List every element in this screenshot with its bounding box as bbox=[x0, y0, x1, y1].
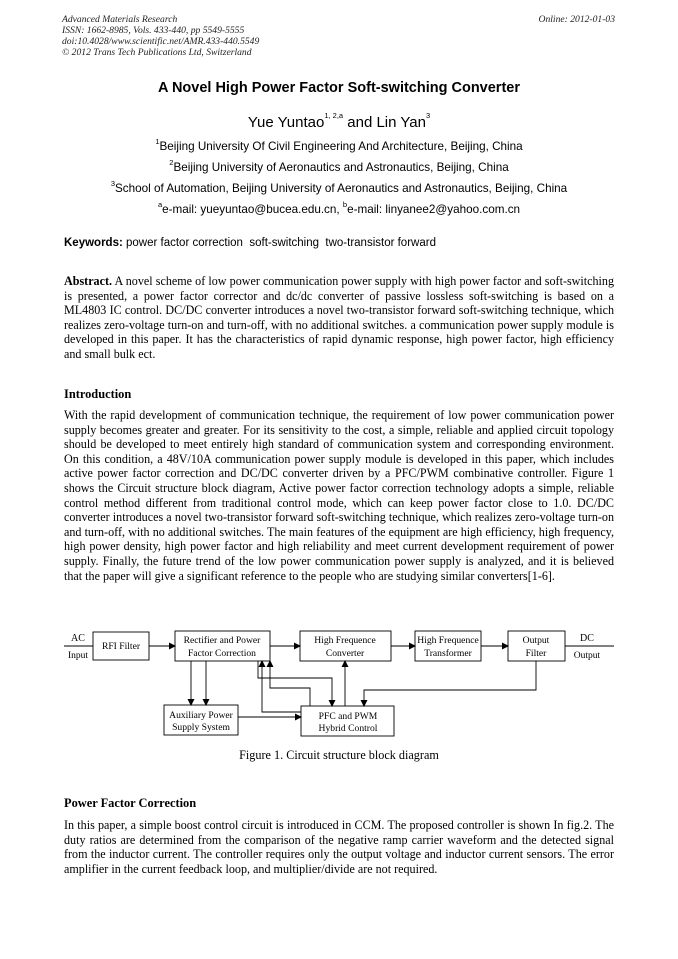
ac-label: AC bbox=[71, 633, 85, 644]
affiliation-3-text: School of Automation, Beijing University of Aeronautics and Astronautics, Beijing, China bbox=[115, 182, 568, 195]
affiliation-3-sup: 3 bbox=[110, 179, 115, 188]
hf-transformer-label-2: Transformer bbox=[424, 648, 472, 659]
figure-1-caption: Figure 1. Circuit structure block diagram bbox=[239, 748, 439, 762]
author-2-name: Lin Yan bbox=[376, 114, 426, 131]
dc-label: DC bbox=[580, 633, 594, 644]
author-2-sup: 3 bbox=[425, 111, 431, 120]
affiliation-1-text: Beijing University Of Civil Engineering And Architecture, Beijing, China bbox=[159, 140, 523, 153]
running-header bbox=[62, 14, 259, 58]
output-label: Output bbox=[573, 651, 601, 661]
control-to-rectifier-arrow bbox=[262, 661, 301, 712]
output-filter-label-2: Filter bbox=[525, 648, 547, 659]
rectifier-sense-to-control-arrow bbox=[258, 661, 332, 706]
pfc-pwm-label-1: PFC and PWM bbox=[318, 711, 378, 722]
pfc-heading: Power Factor Correction bbox=[64, 796, 197, 810]
affiliation-1-sup: 1 bbox=[155, 137, 160, 146]
abstract-label: Abstract. bbox=[64, 274, 113, 288]
introduction-text: With the rapid development of communication technique, the requirement of low power communication power supply becomes greater and greater. For its sensitivity to the cost, a simple, reliable and applied circuit topology should be developed to meet entirely high standard of communication system and corresponding environment. On this condition, a 48V/10A communication power supply module is developed in this paper, which includes active power factor correction and DC/DC converter driven by a PFC/PWM combinative controller. Figure 1 shows the Circuit structure block diagram, Active power factor correction technology adopts a simple, reliable control method different from traditional control mode, which can keep power factor close to 1.0. DC/DC converter introduces a novel two-transistor forward soft-switching technique, which realizes zero-voltage turn-on and turn-off, with no additional switches. The main features of the equipment are high efficiency, high frequency, high power density, high power factor and high reliability and meet current development requirement of power supply. Finally, the future trend of the low power communication power supply is analyzed, and it is believed that the paper will give a significant reference to the people who are studying similar converters[1-6]. bbox=[64, 408, 614, 583]
rectifier-label-1: Rectifier and Power bbox=[183, 635, 261, 646]
author-and: and bbox=[343, 114, 377, 131]
aux-power-label-1: Auxiliary Power bbox=[169, 710, 233, 721]
paper-title: A Novel High Power Factor Soft-switching Converter bbox=[157, 80, 520, 96]
journal-name: Advanced Materials Research bbox=[62, 14, 178, 25]
affiliation-2 bbox=[0, 158, 678, 174]
author-1-name: Yue Yuntao bbox=[247, 114, 325, 131]
hf-transformer-label-1: High Frequence bbox=[417, 635, 479, 646]
figure-1-block-diagram bbox=[64, 628, 614, 744]
input-label: Input bbox=[67, 651, 89, 661]
affiliation-2-text: Beijing University of Aeronautics and Astronautics, Beijing, China bbox=[173, 161, 509, 174]
copyright-line: © 2012 Trans Tech Publications Ltd, Switzerland bbox=[62, 47, 252, 58]
aux-power-label-2: Supply System bbox=[172, 722, 230, 733]
author-line bbox=[0, 111, 678, 131]
pfc-text: In this paper, a simple boost control circuit is introduced in CCM. The proposed controller is shown In fig.2. The duty ratios are determined from the comparison of the negative ramp carrier waveform and the detected signal from the inductor current. The controller requires only the output voltage and inductor current sensors. The error amplifier in the current feedback loop, and multiplier/divide are not required. bbox=[64, 818, 614, 876]
rectifier-label-2: Factor Correction bbox=[188, 648, 256, 659]
output-feedback-arrow bbox=[364, 661, 536, 706]
affiliation-2-sup: 2 bbox=[169, 158, 174, 167]
keywords-label: Keywords: bbox=[64, 237, 123, 249]
pfc-pwm-label-2: Hybrid Control bbox=[318, 723, 378, 734]
email-b-text: e-mail: linyanee2@yahoo.com.cn bbox=[347, 203, 521, 216]
doi-line: doi:10.4028/www.scientific.net/AMR.433-440.5549 bbox=[62, 36, 260, 47]
abstract-text: A novel scheme of low power communication power supply with high power factor and soft-switching is presented, a power factor corrector and dc/dc converter of passive lossless soft-switching is based on a ML4803 IC control. DC/DC converter introduces a novel two-transistor forward soft-switching technique, which realizes zero-voltage turn-on and turn-off, with no additional switches. a communication power supply module is developed in this paper. It has the characteristics of rapid dynamic response, high power factor, high efficiency and small bulk ect. bbox=[64, 274, 614, 361]
email-line bbox=[0, 200, 678, 216]
hf-converter-label-2: Converter bbox=[325, 648, 365, 659]
control-to-rectifier-arrow-2 bbox=[270, 661, 310, 706]
keywords-text: power factor correction soft-switching two-transistor forward bbox=[122, 237, 436, 249]
affiliation-3 bbox=[0, 179, 678, 195]
rfi-label: RFI Filter bbox=[101, 641, 141, 652]
hf-converter-label-1: High Frequence bbox=[314, 635, 376, 646]
author-1-sup: 1, 2,a bbox=[324, 111, 344, 120]
issn-line: ISSN: 1662-8985, Vols. 433-440, pp 5549-5555 bbox=[62, 25, 245, 36]
output-filter-label-1: Output bbox=[522, 635, 550, 646]
abstract bbox=[64, 274, 614, 362]
email-a-sup: a bbox=[157, 200, 163, 209]
email-a-text: e-mail: yueyuntao@bucea.edu.cn, bbox=[162, 203, 343, 216]
introduction-heading: Introduction bbox=[64, 387, 132, 401]
affiliation-1 bbox=[0, 137, 678, 153]
email-b-sup: b bbox=[342, 200, 348, 209]
online-date: Online: 2012-01-03 bbox=[538, 14, 615, 25]
keywords bbox=[64, 237, 436, 249]
